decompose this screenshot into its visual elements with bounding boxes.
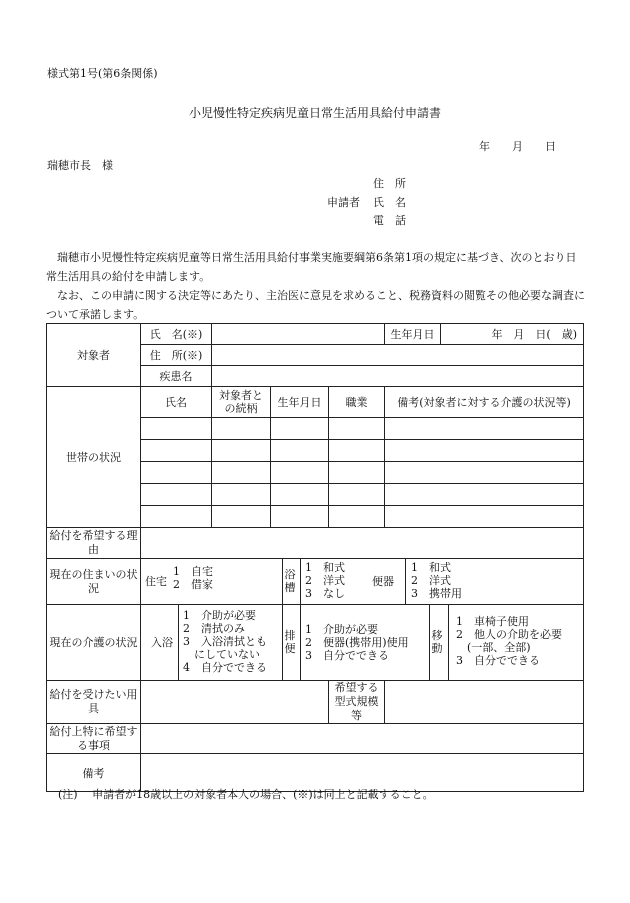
toilet-label: 便器 bbox=[372, 575, 394, 588]
moving-option: (一部、全部) bbox=[456, 641, 531, 654]
moving-option[interactable]: 3 自分でできる bbox=[456, 654, 540, 667]
applicant-name-label: 氏 名 bbox=[373, 196, 406, 209]
form-number: 様式第1号(第6条関係) bbox=[47, 67, 158, 80]
application-table bbox=[46, 323, 584, 792]
consent-paragraph-2: なお、この申請に関する決定等にあたり、主治医に意見を求めること、税務資料の閲覧その他必要な調査について承諾します。 bbox=[46, 289, 585, 321]
footnote: (注) 申請者が18歳以上の対象者本人の場合、(※)は同上と記載すること。 bbox=[58, 788, 434, 801]
household-header-relation: 対象者との続柄 bbox=[212, 387, 271, 418]
moving-label-box bbox=[431, 629, 443, 655]
bathing-label: 入浴 bbox=[151, 636, 173, 649]
household-cell[interactable] bbox=[385, 484, 584, 506]
excretion-option[interactable]: 3 自分でできる bbox=[305, 649, 389, 662]
household-cell[interactable] bbox=[271, 440, 329, 462]
household-cell[interactable] bbox=[385, 506, 584, 528]
remarks-label: 備考 bbox=[47, 754, 141, 792]
bathing-option[interactable]: 2 清拭のみ bbox=[183, 622, 245, 635]
household-cell[interactable] bbox=[329, 484, 385, 506]
reason-field[interactable] bbox=[141, 528, 584, 559]
house-option[interactable]: 1 自宅 bbox=[173, 565, 213, 578]
subject-address-field[interactable] bbox=[212, 345, 584, 366]
bathing-option[interactable]: 4 自分でできる bbox=[183, 661, 267, 674]
household-cell[interactable] bbox=[141, 484, 212, 506]
subject-name-label: 氏 名(※) bbox=[141, 324, 212, 345]
household-cell[interactable] bbox=[141, 440, 212, 462]
care-label: 現在の介護の状況 bbox=[47, 605, 141, 681]
care-cell bbox=[141, 605, 584, 681]
household-cell[interactable] bbox=[385, 418, 584, 440]
household-header-birth: 生年月日 bbox=[271, 387, 329, 418]
subject-disease-label: 疾患名 bbox=[141, 366, 212, 387]
subject-birth-label: 生年月日 bbox=[385, 324, 441, 345]
toilet-option[interactable]: 3 携帯用 bbox=[411, 587, 462, 600]
special-request-field[interactable] bbox=[141, 724, 584, 754]
bathing-option[interactable]: 1 介助が必要 bbox=[183, 609, 256, 622]
desired-item-label: 給付を受けたい用具 bbox=[47, 681, 141, 724]
household-cell[interactable] bbox=[212, 462, 271, 484]
household-cell[interactable] bbox=[271, 484, 329, 506]
bath-option[interactable]: 3 なし bbox=[305, 587, 345, 600]
excretion-label-box bbox=[284, 629, 296, 655]
household-cell[interactable] bbox=[141, 462, 212, 484]
household-cell[interactable] bbox=[212, 484, 271, 506]
excretion-label: 排便 bbox=[284, 629, 296, 655]
subject-birth-field[interactable]: 年 月 日( 歳) bbox=[441, 324, 584, 345]
addressee: 瑞穂市長 様 bbox=[47, 159, 113, 172]
toilet-option[interactable]: 2 洋式 bbox=[411, 574, 451, 587]
household-label: 世帯の状況 bbox=[47, 387, 141, 528]
subject-address-label: 住 所(※) bbox=[141, 345, 212, 366]
page-title: 小児慢性特定疾病児童日常生活用具給付申請書 bbox=[189, 106, 442, 120]
desired-model-label: 希望する型式規模等 bbox=[329, 681, 385, 724]
household-header-job: 職業 bbox=[329, 387, 385, 418]
applicant-address-label: 住 所 bbox=[373, 177, 406, 190]
desired-model-field[interactable] bbox=[385, 681, 584, 724]
housing-cell bbox=[141, 559, 584, 605]
house-type-label: 住宅 bbox=[145, 575, 167, 588]
household-cell[interactable] bbox=[212, 418, 271, 440]
excretion-option[interactable]: 1 介助が必要 bbox=[305, 623, 378, 636]
moving-option[interactable]: 1 車椅子使用 bbox=[456, 615, 529, 628]
applicant-label: 申請者 bbox=[327, 196, 360, 209]
bath-label-box bbox=[284, 568, 296, 594]
excretion-option[interactable]: 2 便器(携帯用)使用 bbox=[305, 636, 409, 649]
household-cell[interactable] bbox=[385, 462, 584, 484]
household-cell[interactable] bbox=[329, 440, 385, 462]
bathing-option: にしていない bbox=[183, 648, 260, 661]
date-line: 年 月 日 bbox=[479, 140, 556, 153]
toilet-option[interactable]: 1 和式 bbox=[411, 561, 451, 574]
household-cell[interactable] bbox=[271, 506, 329, 528]
applicant-phone-label: 電 話 bbox=[373, 214, 406, 227]
housing-label: 現在の住まいの状況 bbox=[47, 559, 141, 605]
household-cell[interactable] bbox=[141, 418, 212, 440]
subject-name-field[interactable] bbox=[212, 324, 385, 345]
reason-label: 給付を希望する理由 bbox=[47, 528, 141, 559]
desired-item-field[interactable] bbox=[141, 681, 329, 724]
bath-label: 浴槽 bbox=[284, 568, 296, 594]
household-cell[interactable] bbox=[385, 440, 584, 462]
household-header-remarks: 備考(対象者に対する介護の状況等) bbox=[385, 387, 584, 418]
subject-label: 対象者 bbox=[47, 324, 141, 387]
bath-option[interactable]: 2 洋式 bbox=[305, 574, 345, 587]
moving-option[interactable]: 2 他人の介助を必要 bbox=[456, 628, 562, 641]
household-cell[interactable] bbox=[141, 506, 212, 528]
household-header-name: 氏名 bbox=[141, 387, 212, 418]
household-cell[interactable] bbox=[271, 418, 329, 440]
subject-disease-field[interactable] bbox=[212, 366, 584, 387]
household-cell[interactable] bbox=[271, 462, 329, 484]
special-request-label: 給付上特に希望する事項 bbox=[47, 724, 141, 754]
household-cell[interactable] bbox=[329, 506, 385, 528]
household-cell[interactable] bbox=[329, 462, 385, 484]
moving-label: 移動 bbox=[431, 629, 443, 655]
bath-option[interactable]: 1 和式 bbox=[305, 561, 345, 574]
consent-paragraph-1: 瑞穂市小児慢性特定疾病児童等日常生活用具給付事業実施要綱第6条第1項の規定に基づき、次のとおり日常生活用具の給付を申請します。 bbox=[46, 251, 577, 283]
household-cell[interactable] bbox=[212, 440, 271, 462]
bathing-option[interactable]: 3 入浴清拭とも bbox=[183, 635, 267, 648]
household-cell[interactable] bbox=[212, 506, 271, 528]
household-cell[interactable] bbox=[329, 418, 385, 440]
house-option[interactable]: 2 借家 bbox=[173, 578, 213, 591]
